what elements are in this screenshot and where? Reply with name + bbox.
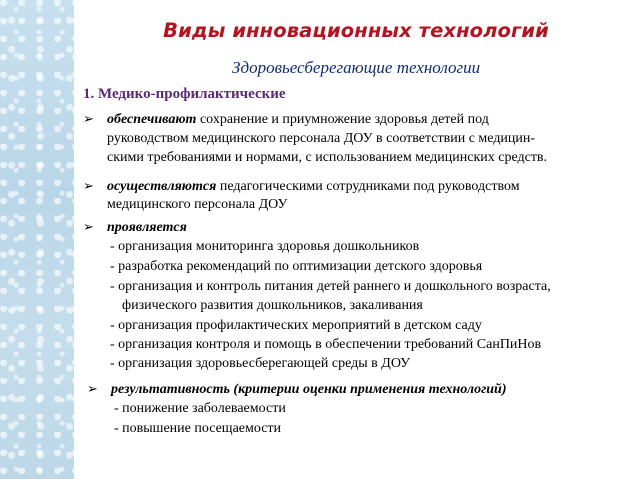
bullet-text: педагогическими сотрудниками под руководством <box>216 179 520 194</box>
list-item-continued: физического развития дошкольников, закаливания <box>122 298 423 313</box>
bullet-key: результативность (критерии оценки применения технологий) <box>111 382 507 397</box>
arrow-bullet-icon: ➢ <box>83 178 94 193</box>
arrow-bullet-icon: ➢ <box>83 111 94 126</box>
bullet-key: осуществляются <box>107 179 217 194</box>
bullet-text: сохранение и приумножение здоровья детей под <box>196 112 489 127</box>
bullet-text-line: медицинского персонала ДОУ <box>107 197 288 212</box>
bullet-manifests <box>83 219 187 236</box>
list-item: - разработка рекомендаций по оптимизации детского здоровья <box>110 259 483 274</box>
list-item: - повышение посещаемости <box>114 421 282 436</box>
decorative-side-strip <box>0 0 76 479</box>
arrow-bullet-icon: ➢ <box>87 381 98 396</box>
list-item: - организация контроля и помощь в обеспечении требований СанПиНов <box>110 337 542 352</box>
arrow-bullet-icon: ➢ <box>83 219 94 234</box>
slide-content <box>74 0 638 479</box>
list-item: - организация и контроль питания детей раннего и дошкольного возраста, <box>110 279 551 294</box>
list-item: - организация профилактических мероприятий в детском саду <box>110 318 482 333</box>
bullet-text-line: руководством медицинского персонала ДОУ в соответствии с медицин- <box>107 131 536 146</box>
bullet-provides <box>83 111 489 128</box>
bullet-effectiveness <box>87 381 506 398</box>
slide-title: Виды инновационных технологий <box>163 19 549 42</box>
slide-subtitle: Здоровьесберегающие технологии <box>231 58 481 77</box>
bullet-text-line: скими требованиями и нормами, с использованием медицинских средств. <box>107 150 548 165</box>
bullet-key: обеспечивают <box>107 112 197 127</box>
section-heading: 1. Медико-профилактические <box>83 86 286 102</box>
bullet-key: проявляется <box>107 220 187 235</box>
list-item: - организация здоровьесберегающей среды в ДОУ <box>110 356 411 371</box>
list-item: - организация мониторинга здоровья дошкольников <box>110 239 420 254</box>
list-item: - понижение заболеваемости <box>114 401 286 416</box>
bullet-implemented <box>83 178 520 195</box>
